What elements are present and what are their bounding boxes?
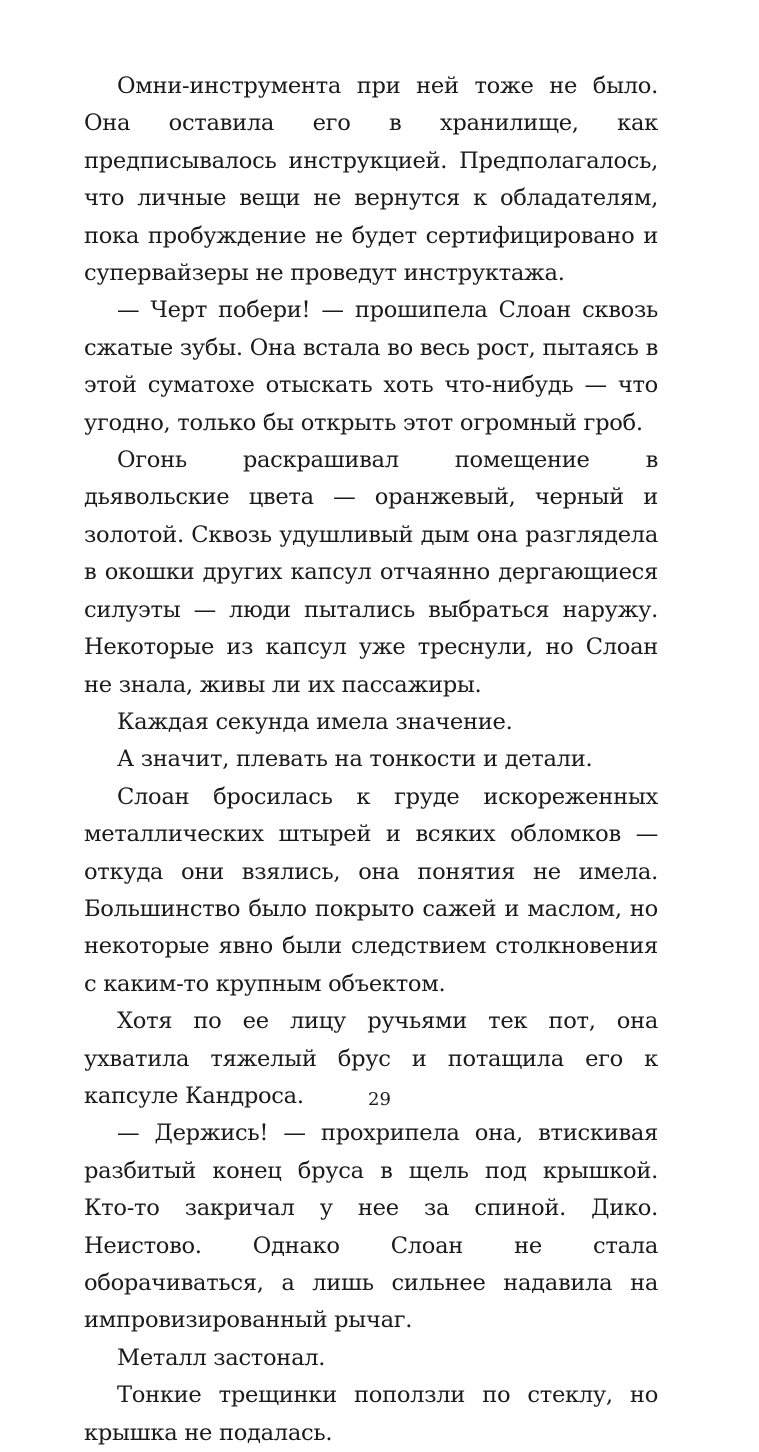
paragraph-5: А значит, плевать на тонкости и детали. [117,746,593,773]
paragraph-4: Каждая секунда имела значение. [117,708,513,735]
page-number: 29 [368,1089,391,1110]
paragraph-1: Омни-инструмента при ней тоже не было. Она оставила его в хранилище, как предписывалось инструкцией. Предполагалось, что личные вещи не вернутся к обладателям, пока пробуждение не будет сертифицировано и супервайзеры не проведут инструктажа. [84,73,658,287]
paragraph-10: Тонкие трещинки поползли по стеклу, но крышка не подалась. [84,1382,658,1446]
paragraph-7: Хотя по ее лицу ручьями тек пот, она ухватила тяжелый брус и потащила его к капсуле Кандроса. [84,1008,658,1109]
paragraph-3: Огонь раскрашивал помещение в дьявольские цвета — оранжевый, черный и золотой. Сквозь удушливый дым она разглядела в окошки других капсул отчаянно дергающиеся силуэты — люди пытались выбраться наружу. Некоторые из капсул уже треснули, но Слоан не знала, живы ли их пассажиры. [84,447,658,698]
paragraph-8: — Держись! — прохрипела она, втискивая разбитый конец бруса в щель под крышкой. Кто-то закричал у нее за спиной. Дико. Неистово. Однако Слоан не стала оборачиваться, а лишь сильнее надавила на импровизированный рычаг. [84,1120,658,1334]
paragraph-2: — Черт побери! — прошипела Слоан сквозь сжатые зубы. Она встала во весь рост, пытаясь в этой суматохе отыскать хоть что-нибудь — что угодно, только бы открыть этот огромный гроб. [84,297,658,436]
paragraph-6: Слоан бросилась к груде искореженных металлических штырей и всяких обломков — откуда они взялись, она понятия не имела. Большинство было покрыто сажей и маслом, но некоторые явно были следствием столкновения с каким-то крупным объектом. [84,783,658,997]
body-text [84,68,658,1452]
paragraph-9: Металл застонал. [117,1344,326,1371]
